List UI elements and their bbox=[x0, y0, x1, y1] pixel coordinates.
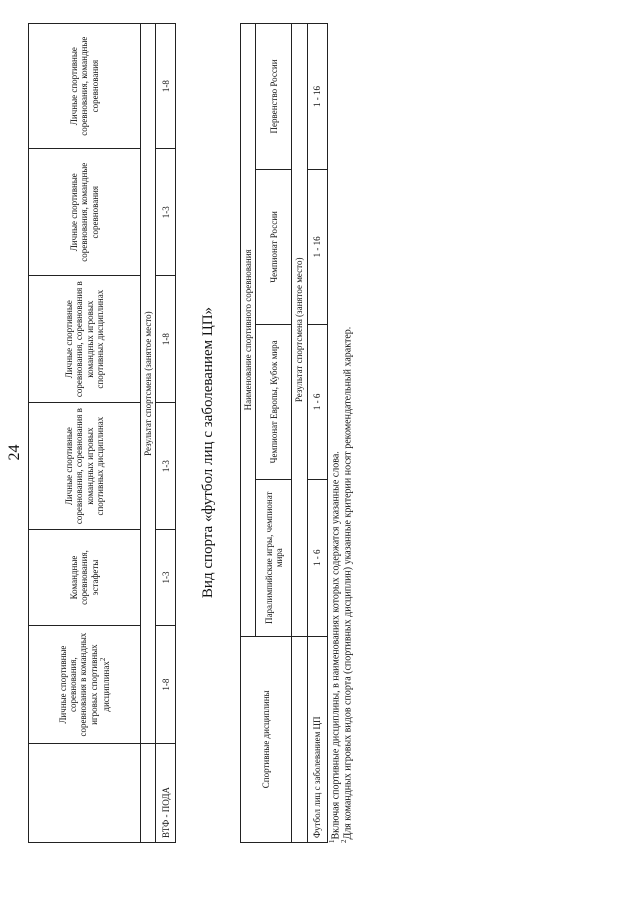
table1-header-row bbox=[29, 24, 141, 843]
table2-result-spacer bbox=[292, 636, 307, 842]
table1-discipline: ВТФ - ПОДА bbox=[156, 744, 176, 843]
table1-result-label: Результат спортсмена (занятое место) bbox=[141, 24, 156, 744]
table2-competition-header: Наименование спортивного соревнования bbox=[241, 24, 256, 637]
table2-disciplines-header: Спортивные дисциплины bbox=[241, 636, 292, 842]
table2-competition: Паралимпийские игры, чемпионат мира bbox=[256, 479, 292, 636]
table1-cell: 1-3 bbox=[156, 530, 176, 626]
table2-cell: 1 - 6 bbox=[307, 324, 327, 479]
table-row bbox=[307, 24, 327, 843]
table1-result-label-row bbox=[141, 24, 156, 843]
table1-header-col1: Личные спортивные соревнования, соревнования в командных игровых спортивных дисциплинах$^2$ bbox=[29, 625, 141, 743]
table2-cell: 1 - 16 bbox=[307, 169, 327, 324]
footnote-1: $^1$Включая спортивные дисциплины, в наименованиях которых содержатся указанные слова. bbox=[328, 451, 342, 843]
footnote-mark: 2 bbox=[99, 657, 108, 662]
table1-cell: 1-8 bbox=[156, 24, 176, 149]
table1-cell: 1-8 bbox=[156, 625, 176, 743]
table1-result-spacer bbox=[141, 744, 156, 843]
table1-header-col3: Личные спортивные соревнования, соревнования в командных игровых спортивных дисциплинах bbox=[29, 403, 141, 530]
table1-header-col4: Личные спортивные соревнования, соревнования в командных игровых спортивных дисциплинах bbox=[29, 276, 141, 403]
table1-header-empty bbox=[29, 744, 141, 843]
table1-header-col5: Личные спортивные соревнования, командные соревнования bbox=[29, 149, 141, 276]
table2-header-row1 bbox=[241, 24, 256, 843]
table2-cell: 1 - 6 bbox=[307, 479, 327, 636]
sport-title: Вид спорта «футбол лиц с заболеванием ЦП» bbox=[200, 306, 216, 599]
table2-competition: Первенство России bbox=[256, 24, 292, 170]
table1-cell: 1-3 bbox=[156, 149, 176, 276]
table-row bbox=[156, 24, 176, 843]
table2-cell: 1 - 16 bbox=[307, 24, 327, 170]
table1-header-col2: Командные соревнования, эстафеты bbox=[29, 530, 141, 626]
criteria-table-continued bbox=[28, 23, 176, 843]
table2-result-label-row bbox=[292, 24, 307, 843]
table1-cell: 1-8 bbox=[156, 276, 176, 403]
football-cp-table bbox=[240, 23, 328, 843]
table2-competition: Чемпионат России bbox=[256, 169, 292, 324]
table1-cell: 1-3 bbox=[156, 403, 176, 530]
footnote-2: $^2$Для командных игровых видов спорта (спортивных дисциплин) указанные критерии носят рекомендательный характер. bbox=[340, 326, 354, 843]
table2-result-label: Результат спортсмена (занятое место) bbox=[292, 24, 307, 637]
page-number: 24 bbox=[6, 444, 23, 461]
table2-competition: Чемпионат Европы, Кубок мира bbox=[256, 324, 292, 479]
table2-discipline: Футбол лиц с заболеванием ЦП bbox=[307, 636, 327, 842]
table1-header-col6: Личные спортивные соревнования, командные соревнования bbox=[29, 24, 141, 149]
